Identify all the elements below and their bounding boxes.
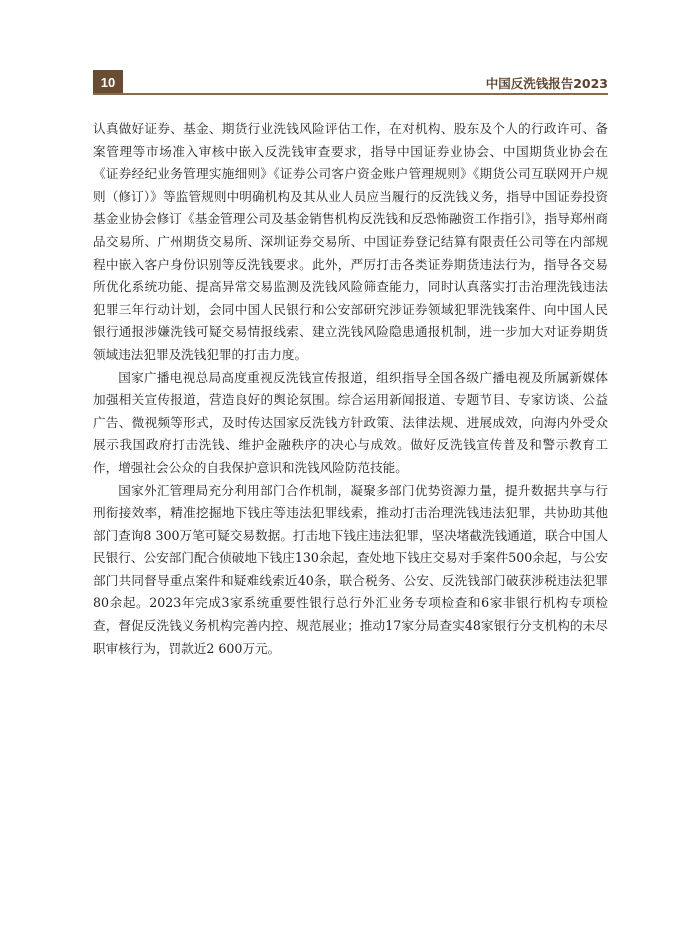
page-number-badge bbox=[93, 70, 123, 94]
header-divider bbox=[93, 93, 608, 95]
page-number: 10 bbox=[100, 74, 116, 90]
report-title: 中国反洗钱报告2023 bbox=[485, 76, 608, 91]
paragraph-foreign-exchange: 国家外汇管理局充分利用部门合作机制，凝聚多部门优势资源力量，提升数据共享与行刑衔接效率，精准挖掘地下钱庄等违法犯罪线索，推动打击治理洗钱违法犯罪，共协助其他部门查询8 300万笔可疑交易数据。打击地下钱庄违法犯罪，坚决堵截洗钱通道，联合中国人民银行、公安部门配合侦破地下钱庄130余起，查处地下钱庄交易对手案件500余起，与公安部门共同督导重点案件和疑难线索近40条，联合税务、公安、反洗钱部门破获涉税违法犯罪80余起。2023年完成3家系统重要性银行总行外汇业务专项检查和6家非银行机构专项检查，督促反洗钱义务机构完善内控、规范展业；推动17家分局查实48家银行分支机构的未尽职审核行为，罚款近2 600万元。 bbox=[93, 482, 608, 656]
paragraph-broadcasting: 国家广播电视总局高度重视反洗钱宣传报道，组织指导全国各级广播电视及所属新媒体加强相关宣传报道，营造良好的舆论氛围。综合运用新闻报道、专题节目、专家访谈、公益广告、微视频等形式，及时传达国家反洗钱方针政策、法律法规、进展成效，向海内外受众展示我国政府打击洗钱、维护金融秩序的决心与成效。做好反洗钱宣传普及和警示教育工作，增强社会公众的自我保护意识和洗钱风险防范技能。 bbox=[93, 369, 608, 475]
paragraph-securities: 认真做好证券、基金、期货行业洗钱风险评估工作，在对机构、股东及个人的行政许可、备案管理等市场准入审核中嵌入反洗钱审查要求，指导中国证券业协会、中国期货业协会在《证券经纪业务管理实施细则》《证券公司客户资金账户管理规则》《期货公司互联网开户规则（修订）》等监管规则中明确机构及其从业人员应当履行的反洗钱义务，指导中国证券投资基金业协会修订《基金管理公司及基金销售机构反洗钱和反恐怖融资工作指引》，指导郑州商品交易所、广州期货交易所、深圳证券交易所、中国证券登记结算有限责任公司等在内部规程中嵌入客户身份识别等反洗钱要求。此外，严厉打击各类证券期货违法行为，指导各交易所优化系统功能、提高异常交易监测及洗钱风险筛查能力，同时认真落实打击治理洗钱违法犯罪三年行动计划，会同中国人民银行和公安部研究涉证券领域犯罪洗钱案件、向中国人民银行通报涉嫌洗钱可疑交易情报线索、建立洗钱风险隐患通报机制，进一步加大对证券期货领域违法犯罪及洗钱犯罪的打击力度。 bbox=[93, 121, 608, 362]
body-text bbox=[93, 118, 608, 660]
